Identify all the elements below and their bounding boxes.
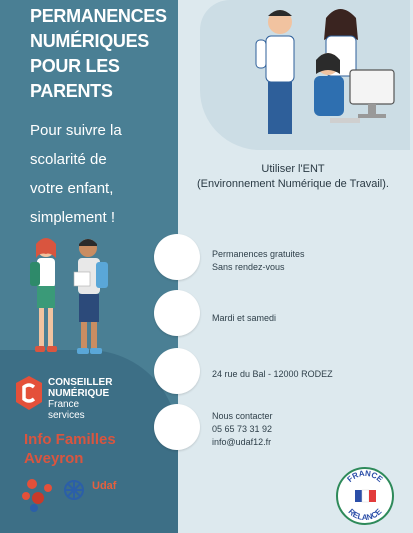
conseiller-numerique-logo	[14, 374, 44, 412]
badge-top-text: FRANCE	[345, 468, 385, 485]
info-row-days	[154, 290, 404, 338]
cn-line1: CONSEILLER	[48, 377, 113, 388]
students-illustration	[22, 232, 132, 362]
badge-bottom-text: RELANCE	[346, 506, 384, 523]
udaf-logo: Udaf	[92, 480, 117, 492]
cn-line2: NUMÉRIQUE	[48, 388, 110, 399]
cn-line4: services	[48, 410, 85, 421]
bullet-circle	[154, 290, 200, 336]
conseiller-numerique-text	[48, 377, 168, 421]
team-illustration	[200, 0, 410, 150]
page-title: PERMANENCES NUMÉRIQUES POUR LES PARENTS	[30, 6, 167, 101]
ent-line2: (Environnement Numérique de Travail).	[197, 178, 389, 190]
ent-description	[182, 162, 404, 192]
info-row-text: Mardi et samedi	[212, 313, 277, 323]
info-familles-line2: Aveyron	[24, 450, 84, 467]
info-row-permanences	[154, 234, 404, 282]
info-row-text: 24 rue du Bal - 12000 RODEZ	[212, 369, 333, 379]
info-familles-logo-text	[24, 430, 174, 468]
info-row-contact	[154, 404, 404, 452]
info-row-text: Permanences gratuites Sans rendez-vous	[212, 249, 305, 272]
subtitle: Pour suivre la scolarité de votre enfant, simplement !	[30, 122, 122, 226]
ent-line1: Utiliser l'ENT	[261, 163, 325, 175]
info-row-text: Nous contacter 05 65 73 31 92 info@udaf12.fr	[212, 411, 273, 447]
bullet-circle	[154, 404, 200, 450]
partner-logos	[18, 470, 168, 515]
cn-line3: France	[48, 399, 80, 410]
france-relance-badge	[335, 466, 395, 526]
bullet-circle	[154, 348, 200, 394]
info-row-address	[154, 348, 404, 396]
bullet-circle	[154, 234, 200, 280]
info-familles-line1: Info Familles	[24, 431, 116, 448]
